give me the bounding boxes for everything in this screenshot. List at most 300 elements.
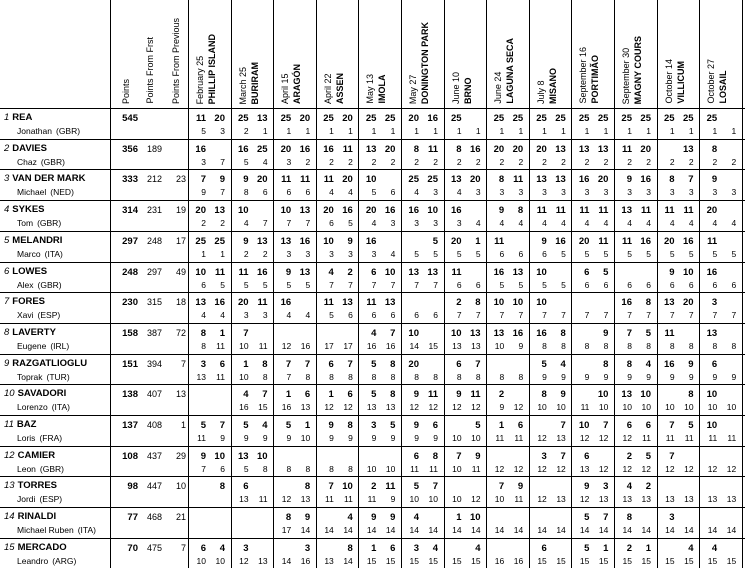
race2-result: 1 xyxy=(219,327,225,339)
race2-standing: 3 xyxy=(518,187,524,198)
round-date: September 16 xyxy=(578,47,589,104)
race2-result: 11 xyxy=(427,389,438,401)
race1-result: 1 xyxy=(498,420,505,431)
race2-standing: 10 xyxy=(684,402,694,413)
race1-result: 6 xyxy=(328,358,334,370)
race2-standing: 15 xyxy=(726,555,737,566)
race2-result: 1 xyxy=(645,542,651,554)
race2-result: 16 xyxy=(214,297,225,309)
race1-standing: 6 xyxy=(669,279,675,290)
race1-result: 25 xyxy=(451,113,462,124)
race1-standing: 5 xyxy=(201,126,206,136)
points-from-previous: 21 xyxy=(175,512,186,523)
round-date: May 13 xyxy=(365,74,376,104)
round-name: BRNO xyxy=(462,77,473,104)
race2-result: 10 xyxy=(427,205,438,217)
table-row xyxy=(0,323,745,354)
race1-standing: 5 xyxy=(286,279,292,290)
race1-result: 20 xyxy=(451,235,462,247)
race2-standing: 2 xyxy=(262,248,268,259)
points: 137 xyxy=(122,420,138,431)
race1-result: 13 xyxy=(195,297,206,309)
race1-standing: 3 xyxy=(201,156,206,167)
rider-position-surname xyxy=(4,327,56,338)
race2-standing: 3 xyxy=(348,248,353,259)
race1-standing: 7 xyxy=(286,371,292,382)
race1-result: 25 xyxy=(493,113,505,124)
race1-standing: 7 xyxy=(371,279,377,290)
race1-standing: 14 xyxy=(366,525,377,536)
race2-result: 8 xyxy=(262,358,268,370)
race2-standing: 12 xyxy=(556,463,566,474)
race2-result: 7 xyxy=(560,450,566,462)
race2-result: 11 xyxy=(214,266,225,278)
race2-standing: 14 xyxy=(343,525,353,536)
race1-standing: 6 xyxy=(499,248,505,259)
race2-standing: 5 xyxy=(646,248,651,259)
race2-standing: 8 xyxy=(305,371,311,382)
race1-standing: 12 xyxy=(579,494,590,505)
race1-standing: 2 xyxy=(243,248,249,259)
race2-standing: 9 xyxy=(390,494,396,505)
race1-standing: 13 xyxy=(366,402,377,413)
points: 151 xyxy=(122,358,138,370)
race2-result: 6 xyxy=(432,420,438,431)
race2-result: 20 xyxy=(597,174,609,186)
race2-result: 5 xyxy=(645,450,651,462)
race1-standing: 6 xyxy=(627,279,632,290)
race1-result: 4 xyxy=(371,327,377,339)
race2-standing: 6 xyxy=(305,187,311,198)
race2-result: 5 xyxy=(432,235,438,247)
race1-result: 10 xyxy=(408,327,419,339)
points-from-previous: 17 xyxy=(175,235,186,246)
race1-result: 8 xyxy=(498,174,505,186)
points: 158 xyxy=(122,327,138,339)
race1-result: 9 xyxy=(584,481,590,493)
race1-result: 11 xyxy=(451,266,462,278)
race2-standing: 13 xyxy=(726,494,737,505)
race1-standing: 3 xyxy=(414,218,419,229)
race1-standing: 13 xyxy=(622,494,632,505)
race2-standing: 6 xyxy=(433,310,438,321)
race2-result: 8 xyxy=(560,327,566,339)
race1-standing: 4 xyxy=(542,218,547,229)
race1-standing: 2 xyxy=(414,156,419,167)
race1-result: 10 xyxy=(578,420,590,431)
race1-standing: 14 xyxy=(622,525,632,536)
rider-nation: (TUR) xyxy=(46,371,70,382)
rider-nation: (ESP) xyxy=(39,494,63,505)
rider-surname: CAMIER xyxy=(17,449,56,461)
rider-firstname: Leandro xyxy=(17,555,49,566)
race1-standing: 7 xyxy=(542,310,547,321)
race1-standing: 3 xyxy=(499,187,505,198)
race1-standing: 9 xyxy=(243,433,249,443)
points-from-previous: 7 xyxy=(180,358,186,369)
race2-standing: 13 xyxy=(641,494,651,505)
position: 13 xyxy=(4,480,15,492)
race1-standing: 4 xyxy=(329,187,334,198)
position: 11 xyxy=(4,419,14,430)
race2-standing: 15 xyxy=(684,555,694,566)
race1-standing: 12 xyxy=(622,433,632,443)
race2-standing: 1 xyxy=(348,126,353,136)
race1-result: 20 xyxy=(536,143,547,155)
race1-result: 2 xyxy=(498,389,505,401)
race1-result: 25 xyxy=(578,113,590,124)
race2-standing: 11 xyxy=(216,340,225,351)
race2-result: 13 xyxy=(470,327,481,339)
race2-standing: 2 xyxy=(433,156,438,167)
round-date: March 25 xyxy=(237,66,248,104)
race1-result: 2 xyxy=(626,450,632,462)
race1-standing: 8 xyxy=(414,371,419,382)
race1-standing: 9 xyxy=(712,371,718,382)
race1-standing: 10 xyxy=(494,494,505,505)
rider-firstname: Lorenzo xyxy=(17,402,48,413)
race1-standing: 1 xyxy=(456,126,462,136)
points-from-previous: 1 xyxy=(180,420,186,430)
race1-result: 11 xyxy=(536,205,547,217)
race1-result: 16 xyxy=(195,143,206,155)
race1-standing: 10 xyxy=(665,402,675,413)
race2-standing: 6 xyxy=(731,279,737,290)
race2-standing: 9 xyxy=(561,371,566,382)
race1-result: 5 xyxy=(584,512,590,524)
race2-standing: 6 xyxy=(518,248,524,259)
race1-result: 10 xyxy=(706,389,718,401)
race1-standing: 7 xyxy=(201,463,206,474)
race1-standing: 13 xyxy=(665,494,675,505)
race1-standing: 1 xyxy=(329,126,334,136)
points-from-first: 387 xyxy=(146,327,162,338)
position: 6 xyxy=(4,265,10,277)
race1-result: 13 xyxy=(578,143,590,155)
race2-standing: 2 xyxy=(475,156,481,167)
race2-standing: 3 xyxy=(433,218,438,229)
rider-firstname-nation xyxy=(17,249,63,259)
race2-standing: 6 xyxy=(688,279,694,290)
race1-standing: 14 xyxy=(281,555,292,566)
race1-standing: 11 xyxy=(495,433,505,443)
race1-result: 13 xyxy=(365,143,377,155)
race1-result: 3 xyxy=(200,358,206,370)
race2-standing: 5 xyxy=(688,248,694,259)
race2-standing: 13 xyxy=(684,494,694,505)
race1-standing: 1 xyxy=(371,126,377,136)
race2-result: 8 xyxy=(645,297,651,309)
points-from-previous-header: Points From Previous xyxy=(171,17,181,104)
race2-standing: 14 xyxy=(684,525,694,536)
position: 3 xyxy=(4,173,10,185)
race1-result: 6 xyxy=(584,450,590,462)
points-from-previous: 7 xyxy=(180,542,186,553)
race1-result: 11 xyxy=(281,174,292,186)
race2-standing: 11 xyxy=(727,433,737,443)
rider-surname: SAVADORI xyxy=(17,388,67,400)
race1-standing: 12 xyxy=(665,463,675,474)
race2-result: 13 xyxy=(597,143,609,155)
points-from-first-header: Points From Frst xyxy=(145,37,155,104)
race2-result: 16 xyxy=(512,327,524,339)
race2-standing: 5 xyxy=(731,248,737,259)
race1-standing: 14 xyxy=(452,525,462,536)
race1-standing: 9 xyxy=(669,371,675,382)
race1-standing: 7 xyxy=(329,279,334,290)
race1-standing: 5 xyxy=(584,248,590,259)
rider-firstname: Eugene xyxy=(17,340,47,351)
rider-firstname: Tom xyxy=(17,218,34,229)
race2-standing: 1 xyxy=(220,248,225,259)
race2-result: 10 xyxy=(640,389,651,401)
round-header xyxy=(701,0,744,108)
race1-standing: 8 xyxy=(669,340,675,351)
rider-firstname-nation xyxy=(17,280,62,290)
race1-result: 5 xyxy=(371,358,377,370)
rider-surname: RAZGATLIOGLU xyxy=(12,357,88,369)
rider-firstname: Marco xyxy=(17,248,41,259)
race2-result: 25 xyxy=(384,113,396,124)
round-header xyxy=(275,0,318,108)
points-from-first: 408 xyxy=(146,420,162,430)
race2-standing: 11 xyxy=(258,494,268,505)
race2-standing: 8 xyxy=(475,371,481,382)
race2-result: 16 xyxy=(342,205,353,217)
race1-standing: 6 xyxy=(201,279,206,290)
race2-standing: 17 xyxy=(343,340,353,351)
race2-result: 4 xyxy=(262,420,268,431)
points-from-first: 231 xyxy=(146,205,162,216)
race2-result: 10 xyxy=(512,297,524,309)
round-name: ASSEN xyxy=(334,72,345,104)
rider-firstname-nation xyxy=(17,310,60,320)
race1-standing: 16 xyxy=(494,555,505,566)
race1-standing: 12 xyxy=(324,402,334,413)
round-date: May 27 xyxy=(408,74,418,104)
race2-result: 9 xyxy=(517,481,524,493)
race1-standing: 10 xyxy=(537,402,547,413)
race2-standing: 1 xyxy=(731,126,737,136)
race2-standing: 3 xyxy=(731,187,737,198)
rider-firstname-nation xyxy=(17,126,80,136)
race2-standing: 8 xyxy=(646,340,651,351)
race2-standing: 2 xyxy=(688,156,694,167)
race2-standing: 10 xyxy=(428,494,438,505)
race1-standing: 15 xyxy=(707,555,718,566)
race2-result: 13 xyxy=(257,113,268,124)
race2-standing: 3 xyxy=(603,187,609,198)
race1-result: 9 xyxy=(243,174,249,186)
position: 10 xyxy=(4,388,15,400)
race1-standing: 11 xyxy=(367,494,377,505)
race2-standing: 5 xyxy=(518,279,524,290)
race2-standing: 14 xyxy=(641,525,651,536)
race1-result: 8 xyxy=(200,327,206,339)
round-name: BURIRAM xyxy=(249,61,260,104)
race2-result: 20 xyxy=(640,143,651,155)
race1-result: 7 xyxy=(669,450,675,462)
race2-result: 7 xyxy=(262,389,268,401)
race2-result: 7 xyxy=(432,481,438,493)
race1-result: 6 xyxy=(541,542,547,554)
race2-standing: 15 xyxy=(471,555,481,566)
race1-standing: 12 xyxy=(239,555,249,566)
race1-standing: 13 xyxy=(452,340,462,351)
position: 4 xyxy=(4,204,10,216)
rider-surname: REA xyxy=(12,112,33,123)
race2-result: 11 xyxy=(385,481,396,493)
race1-standing: 4 xyxy=(414,187,419,198)
race1-result: 11 xyxy=(366,297,377,309)
race2-standing: 4 xyxy=(603,218,609,229)
race1-result: 20 xyxy=(493,143,505,155)
race2-standing: 15 xyxy=(258,402,268,413)
race1-result: 20 xyxy=(365,205,377,217)
race2-standing: 10 xyxy=(471,433,481,443)
race2-result: 16 xyxy=(470,143,481,155)
race1-standing: 3 xyxy=(286,248,292,259)
rider-firstname-nation xyxy=(17,464,64,474)
race2-standing: 10 xyxy=(641,402,651,413)
race2-result: 7 xyxy=(304,358,311,370)
race1-standing: 8 xyxy=(329,371,334,382)
race2-standing: 15 xyxy=(641,555,651,566)
race2-standing: 9 xyxy=(518,340,524,351)
race1-standing: 3 xyxy=(627,187,632,198)
position: 5 xyxy=(4,234,10,246)
race1-result: 11 xyxy=(621,235,632,247)
race2-result: 6 xyxy=(517,420,524,431)
table-row xyxy=(0,415,745,446)
race1-result: 9 xyxy=(541,235,547,247)
race2-result: 3 xyxy=(304,542,311,554)
race1-result: 10 xyxy=(195,266,206,278)
race2-standing: 10 xyxy=(300,433,311,443)
round-header xyxy=(190,0,233,108)
race2-standing: 3 xyxy=(475,187,481,198)
race1-result: 8 xyxy=(413,143,419,155)
race1-result: 16 xyxy=(238,143,249,155)
race1-result: 25 xyxy=(621,113,632,124)
round-name: MISANO xyxy=(547,68,558,104)
race1-standing: 8 xyxy=(542,340,547,351)
race2-standing: 14 xyxy=(385,525,396,536)
table-row xyxy=(0,200,745,231)
race1-standing: 5 xyxy=(243,463,249,474)
race1-result: 4 xyxy=(328,266,334,278)
race1-standing: 5 xyxy=(243,156,249,167)
rider-firstname-nation xyxy=(17,402,70,412)
race1-standing: 12 xyxy=(537,463,547,474)
race2-standing: 3 xyxy=(390,218,396,229)
race2-result: 13 xyxy=(555,174,566,186)
race1-result: 16 xyxy=(280,297,292,309)
race2-standing: 5 xyxy=(305,279,311,290)
race1-result: 10 xyxy=(536,297,547,309)
race2-standing: 1 xyxy=(390,126,396,136)
race1-result: 4 xyxy=(243,389,249,401)
race2-standing: 8 xyxy=(262,463,268,474)
points: 230 xyxy=(122,297,138,309)
race2-result: 16 xyxy=(427,113,438,124)
race2-standing: 5 xyxy=(475,248,481,259)
race1-standing: 3 xyxy=(584,187,590,198)
race1-standing: 2 xyxy=(584,156,590,167)
race2-standing: 10 xyxy=(598,402,609,413)
race1-result: 4 xyxy=(413,512,419,524)
race2-standing: 1 xyxy=(305,126,311,136)
race1-result: 8 xyxy=(626,358,632,370)
race1-standing: 1 xyxy=(499,126,505,136)
race1-result: 20 xyxy=(408,113,419,124)
rider-surname: MERCADO xyxy=(17,541,67,553)
race1-standing: 2 xyxy=(201,218,206,229)
race2-standing: 11 xyxy=(642,433,651,443)
race2-result: 10 xyxy=(384,266,396,278)
race1-result: 8 xyxy=(669,174,675,186)
round-header xyxy=(573,0,616,108)
race1-standing: 7 xyxy=(712,310,718,321)
race2-standing: 15 xyxy=(428,340,438,351)
race2-result: 9 xyxy=(304,512,311,524)
race1-standing: 12 xyxy=(494,463,505,474)
race2-standing: 3 xyxy=(262,310,268,321)
race1-result: 16 xyxy=(323,143,334,155)
round-date: July 8 xyxy=(535,80,546,104)
race1-result: 5 xyxy=(413,481,419,493)
table-row xyxy=(0,108,745,139)
rider-surname: LOWES xyxy=(12,265,48,277)
points-header: Points xyxy=(121,78,131,104)
race2-standing: 10 xyxy=(385,463,396,474)
race1-result: 11 xyxy=(323,174,334,186)
race2-result: 2 xyxy=(645,481,651,493)
round-name: LAGUNA SECA xyxy=(505,38,516,104)
race1-standing: 4 xyxy=(201,310,206,321)
points-from-first: 468 xyxy=(146,512,162,523)
race1-standing: 1 xyxy=(542,126,547,136)
race2-standing: 11 xyxy=(258,340,268,351)
race1-standing: 2 xyxy=(243,126,249,136)
race2-result: 6 xyxy=(304,389,311,401)
rider-firstname-nation xyxy=(17,494,62,504)
race1-result: 6 xyxy=(626,420,632,431)
race2-result: 13 xyxy=(299,266,311,278)
race2-standing: 12 xyxy=(641,463,651,474)
race2-result: 16 xyxy=(555,235,566,247)
race1-standing: 5 xyxy=(669,248,675,259)
rider-nation: (ITA) xyxy=(77,525,96,536)
race2-result: 11 xyxy=(640,205,651,217)
race2-result: 16 xyxy=(683,235,694,247)
race2-standing: 5 xyxy=(220,279,225,290)
race2-standing: 15 xyxy=(428,555,438,566)
race2-standing: 7 xyxy=(220,156,225,167)
race2-standing: 8 xyxy=(688,340,694,351)
race1-standing: 12 xyxy=(707,463,718,474)
race1-result: 13 xyxy=(238,450,249,462)
race1-result: 8 xyxy=(711,143,718,155)
race1-standing: 14 xyxy=(494,525,505,536)
rider-position-surname xyxy=(4,358,87,369)
race1-result: 7 xyxy=(456,450,462,462)
race2-standing: 15 xyxy=(598,555,609,566)
race1-result: 11 xyxy=(494,235,505,247)
points: 333 xyxy=(122,174,138,186)
race1-standing: 6 xyxy=(542,248,547,259)
rider-nation: (GBR) xyxy=(39,463,65,474)
